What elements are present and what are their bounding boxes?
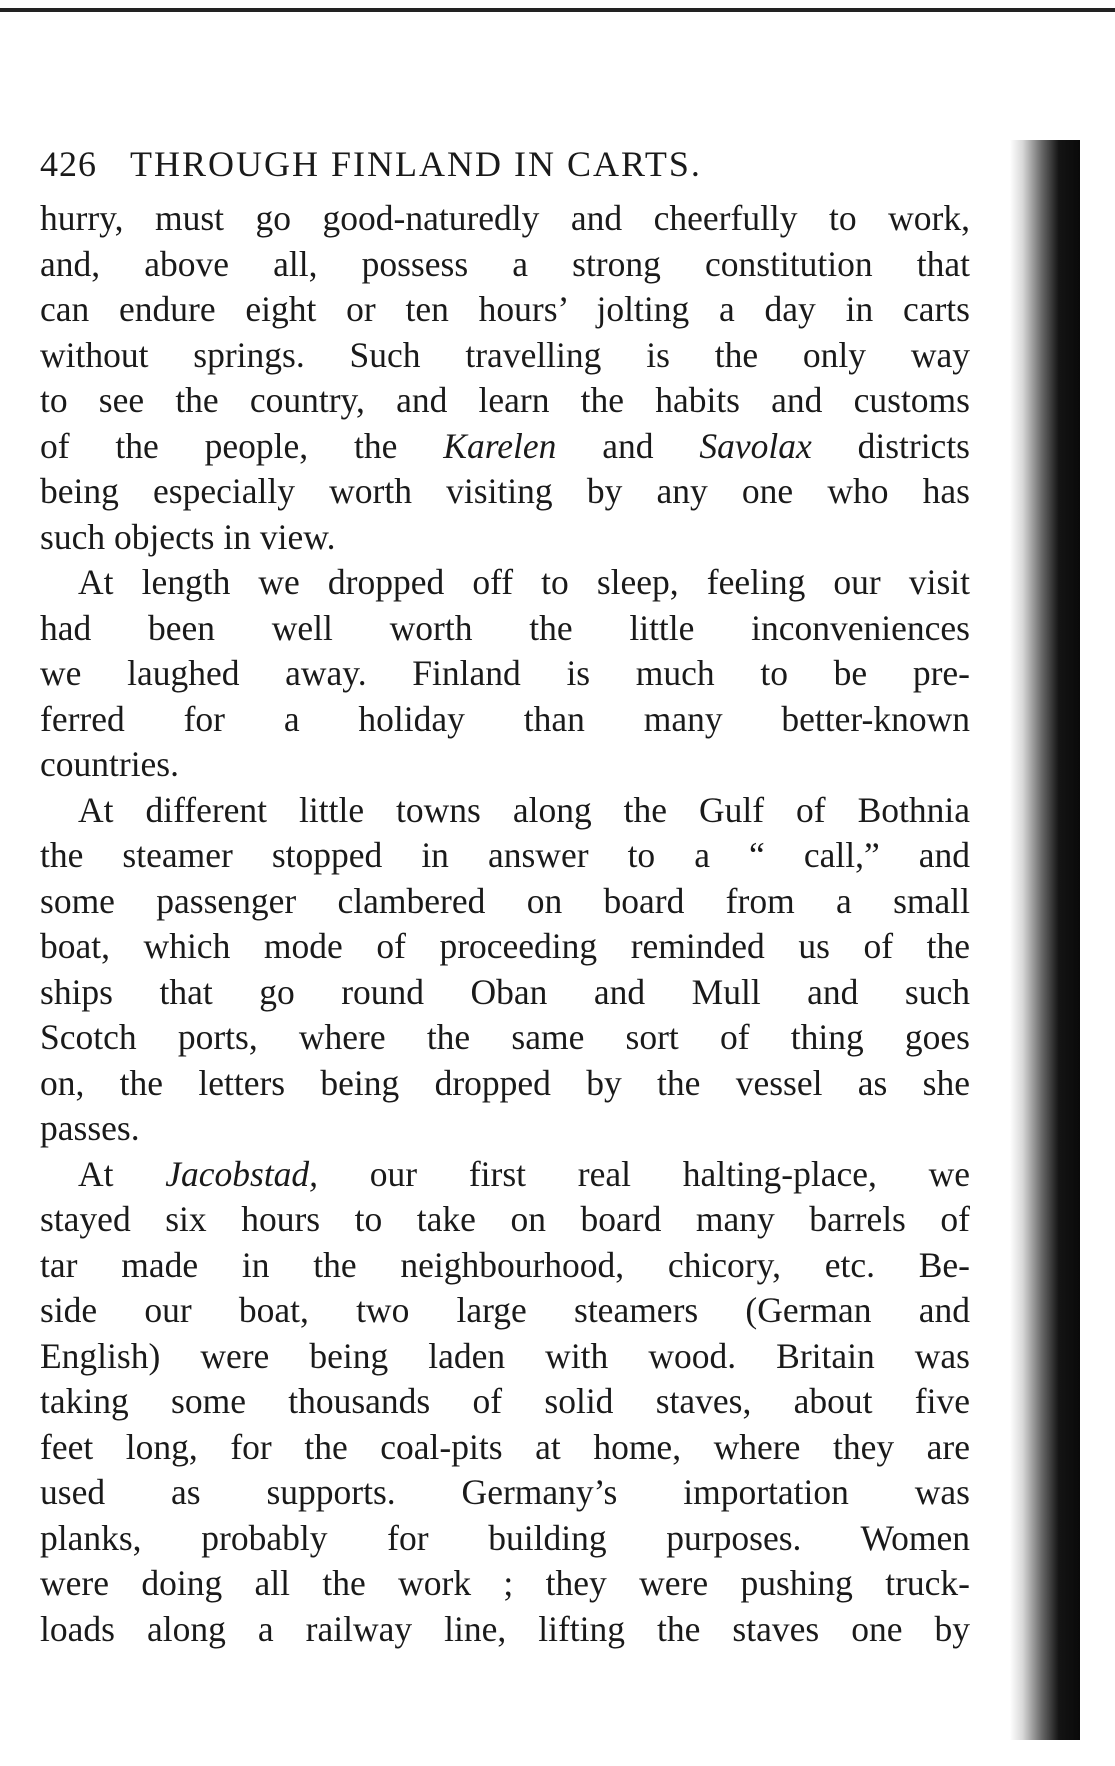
text-line-mixed [40, 1152, 970, 1198]
text-line: hurry, must go good-naturedly and cheerfully to work, [40, 198, 970, 238]
text-line: English) were being laden with wood. Britain was [40, 1335, 970, 1376]
top-border-rule [0, 8, 1115, 12]
text-line: side our boat, two large steamers (German and [40, 1290, 970, 1330]
text-line: passes. [40, 1108, 140, 1148]
text-line: were doing all the work ; they were pushing truck- [40, 1563, 970, 1603]
text-fragment: of the people, the [40, 425, 444, 466]
italic-place-name: Savolax [699, 425, 812, 466]
text-line: loads along a railway line, lifting the staves one by [40, 1608, 970, 1649]
text-line: had been well worth the little inconveniences [40, 607, 970, 648]
text-line: being especially worth visiting by any one who has [40, 471, 970, 511]
text-fragment: At [78, 1153, 166, 1194]
text-fragment: districts [811, 425, 970, 466]
paragraph-4 [40, 1152, 970, 1653]
text-line: on, the letters being dropped by the vessel as she [40, 1062, 970, 1103]
text-line: At different little towns along the Gulf of Bothnia [78, 789, 970, 830]
page-number: 426 [40, 144, 97, 184]
running-title: THROUGH FINLAND IN CARTS. [130, 144, 702, 184]
page-header [40, 140, 970, 188]
text-line-mixed [40, 424, 970, 470]
text-line: such objects in view. [40, 516, 336, 557]
text-line: taking some thousands of solid staves, about five [40, 1381, 970, 1421]
text-line: At length we dropped off to sleep, feeling our visit [78, 562, 970, 602]
text-line: and, above all, possess a strong constitution that [40, 243, 970, 284]
book-page [40, 140, 970, 1652]
text-line: boat, which mode of proceeding reminded us of the [40, 926, 970, 966]
text-line: we laughed away. Finland is much to be pre- [40, 653, 970, 693]
text-line: can endure eight or ten hours’ jolting a day in carts [40, 289, 970, 329]
text-fragment: our first real halting-place, we [318, 1153, 970, 1194]
text-line: tar made in the neighbourhood, chicory, etc. Be- [40, 1244, 970, 1285]
italic-place-name: Jacobstad, [165, 1153, 319, 1194]
text-line: ferred for a holiday than many better-known [40, 698, 970, 739]
text-line: stayed six hours to take on board many barrels of [40, 1199, 970, 1239]
paragraph-3 [40, 788, 970, 1152]
text-line: to see the country, and learn the habits and customs [40, 380, 970, 420]
text-fragment: and [556, 425, 700, 466]
text-line: the steamer stopped in answer to a “ call,” and [40, 835, 970, 875]
page-edge [1080, 140, 1115, 1740]
italic-place-name: Karelen [443, 425, 557, 466]
text-line: without springs. Such travelling is the only way [40, 334, 970, 375]
text-line: some passenger clambered on board from a small [40, 880, 970, 921]
book-gutter-shadow [1010, 140, 1080, 1740]
text-line: Scotch ports, where the same sort of thing goes [40, 1017, 970, 1057]
paragraph-2 [40, 560, 970, 788]
text-line: ships that go round Oban and Mull and such [40, 971, 970, 1012]
text-line: planks, probably for building purposes. Women [40, 1517, 970, 1558]
text-line: countries. [40, 744, 180, 784]
text-line: feet long, for the coal-pits at home, where they are [40, 1426, 970, 1467]
text-line: used as supports. Germany’s importation was [40, 1472, 970, 1512]
paragraph-1 [40, 196, 970, 560]
